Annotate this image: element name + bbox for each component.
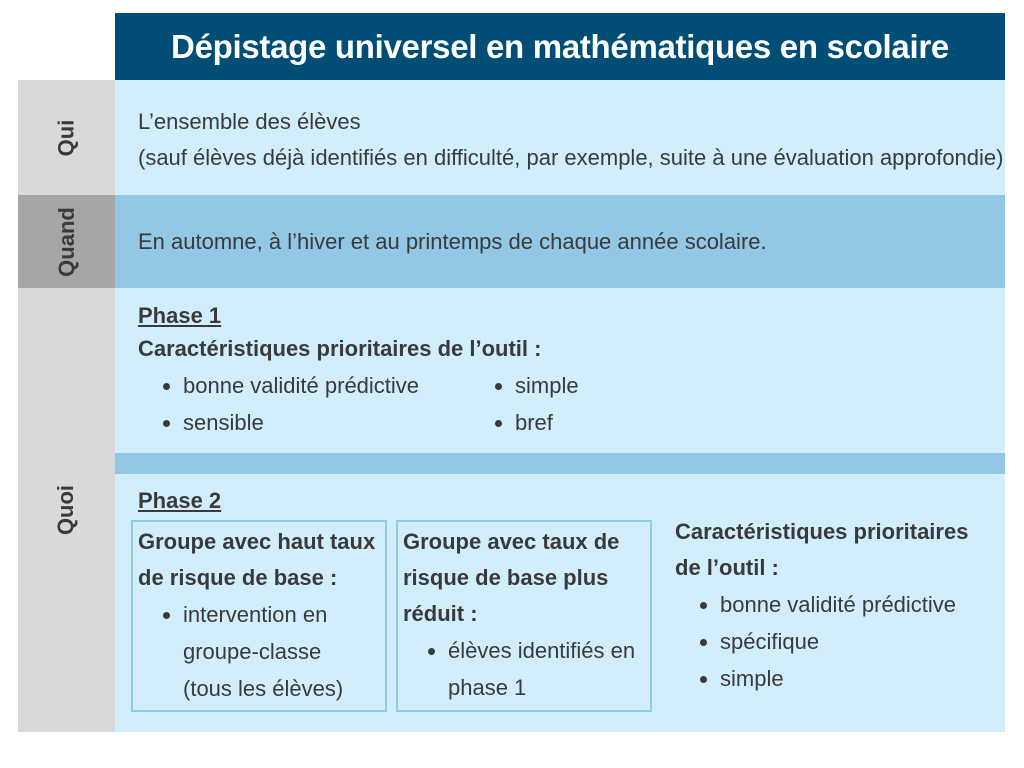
box1-list <box>138 596 381 707</box>
qui-line-1: L’ensemble des élèves <box>138 109 361 134</box>
phase2-heading-line-1: Caractéristiques prioritaires <box>675 519 969 544</box>
phase2-section <box>115 474 1005 732</box>
list-item <box>403 632 646 706</box>
phase1-heading: Caractéristiques prioritaires de l’outil : <box>138 336 542 361</box>
box1-item-line-1: intervention en <box>183 602 328 627</box>
row-label-qui <box>18 80 115 195</box>
list-item: bonne validité prédictive <box>675 586 995 623</box>
box2-list <box>403 632 646 706</box>
box2-item-line-1: élèves identifiés en <box>448 638 636 663</box>
phase1-list-left <box>138 367 470 441</box>
phase2-title: Phase 2 <box>138 488 222 513</box>
phase1-list-right <box>470 367 670 441</box>
quand-section <box>115 195 1005 288</box>
phase2-characteristics-list <box>675 586 995 697</box>
qui-line-2: (sauf élèves déjà identifiés en difficulté, par exemple, suite à une évaluation approfondie) <box>138 145 1004 170</box>
box2-heading-line-1: Groupe avec taux de <box>403 529 620 554</box>
phase1-section <box>115 288 1005 453</box>
phase1-list <box>138 367 1005 441</box>
box1-heading-line-1: Groupe avec haut taux <box>138 529 376 554</box>
list-item: spécifique <box>675 623 995 660</box>
row-label-quoi <box>18 288 115 732</box>
box1-item-line-3: (tous les élèves) <box>183 676 344 701</box>
box2-item-line-2: phase 1 <box>448 675 527 700</box>
list-item: sensible <box>138 404 470 441</box>
page-title: Dépistage universel en mathématiques en scolaire <box>115 13 1005 80</box>
phase2-characteristics <box>675 514 995 697</box>
row-label-quand <box>18 195 115 288</box>
box1-heading-line-2: de risque de base : <box>138 565 338 590</box>
qui-label: Qui <box>53 119 79 156</box>
box1-item-line-2: groupe-classe <box>183 639 322 664</box>
list-item: simple <box>470 367 670 404</box>
list-item <box>138 596 381 707</box>
box2-heading-line-3: réduit : <box>403 601 478 626</box>
phase1-title: Phase 1 <box>138 303 222 328</box>
quand-text: En automne, à l’hiver et au printemps de chaque année scolaire. <box>138 228 767 254</box>
qui-section <box>115 80 1005 195</box>
box2-heading-line-2: risque de base plus <box>403 565 609 590</box>
high-risk-group-box <box>131 520 387 712</box>
section-divider <box>115 453 1005 474</box>
list-item: bonne validité prédictive <box>138 367 470 404</box>
quoi-label: Quoi <box>53 484 79 536</box>
list-item: bref <box>470 404 670 441</box>
lower-risk-group-box <box>396 520 652 712</box>
list-item: simple <box>675 660 995 697</box>
phase2-heading-line-2: de l’outil : <box>675 555 779 580</box>
quand-label: Quand <box>53 206 79 277</box>
